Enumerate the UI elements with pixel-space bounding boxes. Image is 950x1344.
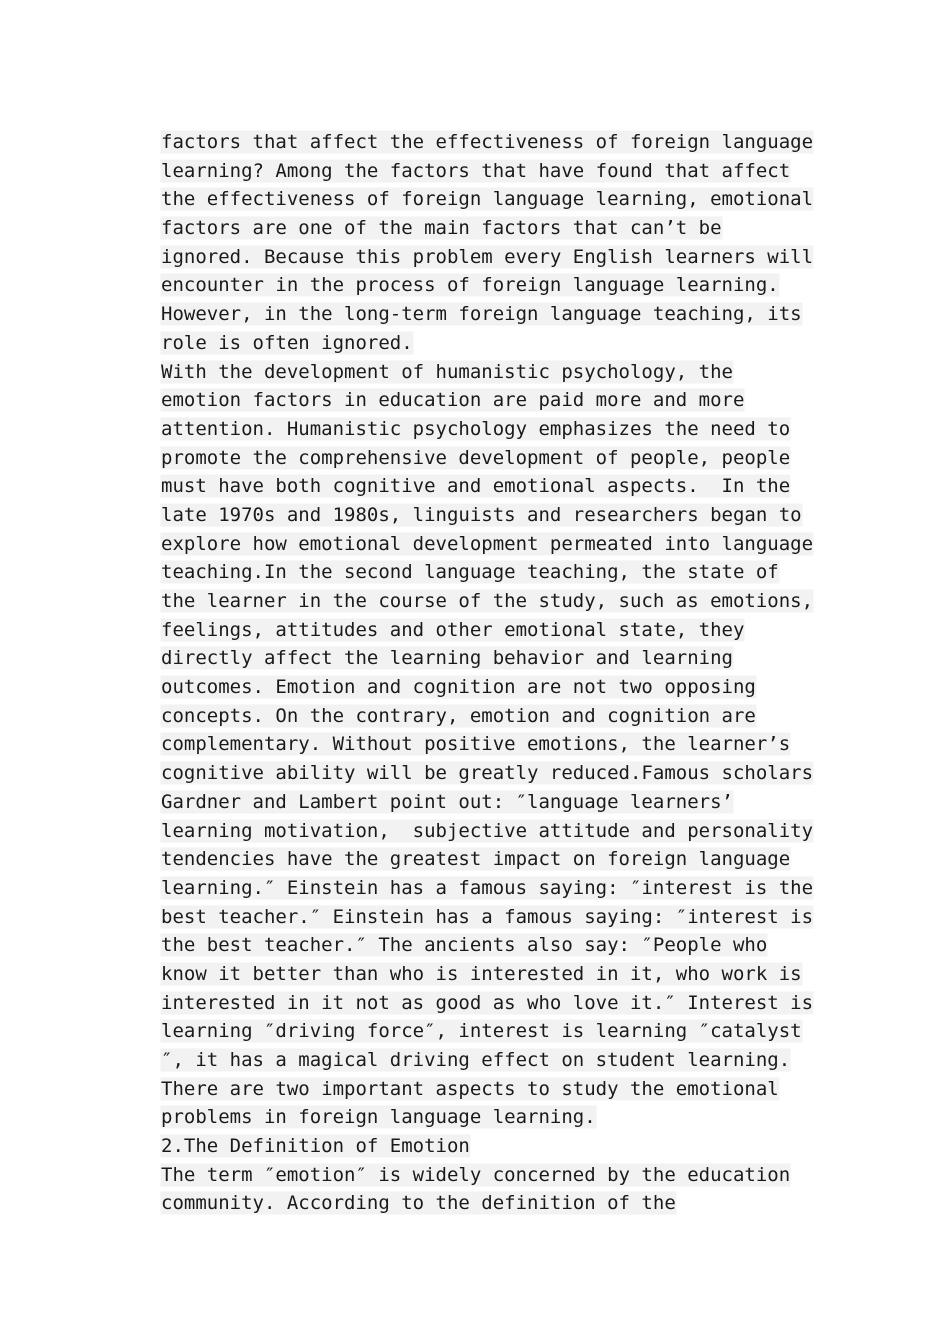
text-line: However, in the long-term foreign language teaching, its (161, 303, 802, 326)
text-line: learning? Among the factors that have found that affect (161, 159, 791, 182)
text-line: ″, it has a magical driving effect on student learning. (161, 1049, 791, 1071)
text-line: complementary. Without positive emotions, the learner’s (161, 733, 791, 756)
text-line: the effectiveness of foreign language learning, emotional (161, 188, 814, 211)
text-line: community. According to the definition of the (161, 1192, 676, 1215)
text-line: The term ″emotion″ is widely concerned by the education (161, 1163, 791, 1186)
text-line: problems in foreign language learning. (161, 1106, 596, 1129)
text-line: emotion factors in education are paid more and more (161, 389, 745, 412)
text-line: know it better than who is interested in it, who work is (161, 962, 802, 985)
text-line: must have both cognitive and emotional aspects. In the (161, 475, 791, 498)
text-line: learning motivation, subjective attitude and personality (161, 819, 814, 842)
text-line: With the development of humanistic psychology, the (161, 360, 733, 383)
text-line: factors that affect the effectiveness of foreign language (161, 131, 814, 153)
body-text (161, 128, 821, 1218)
text-line: best teacher.″ Einstein has a famous saying: ″interest is (161, 905, 814, 928)
text-line: ignored. Because this problem every English learners will (161, 245, 814, 268)
text-line: learning.″ Einstein has a famous saying: ″interest is the (161, 876, 814, 899)
text-line: factors are one of the main factors that can’t be (161, 217, 722, 240)
text-line: cognitive ability will be greatly reduced.Famous scholars (161, 762, 814, 785)
text-line: outcomes. Emotion and cognition are not two opposing (161, 676, 756, 699)
text-line: directly affect the learning behavior and learning (161, 647, 733, 670)
text-line: explore how emotional development permeated into language (161, 532, 814, 555)
text-line: learning ″driving force″, interest is learning ″catalyst (161, 1020, 802, 1043)
text-line: Gardner and Lambert point out: ″language learners’ (161, 790, 733, 813)
text-line: interested in it not as good as who love it.″ Interest is (161, 991, 814, 1014)
text-line: tendencies have the greatest impact on foreign language (161, 848, 791, 871)
text-line: promote the comprehensive development of people, people (161, 446, 791, 469)
text-line: There are two important aspects to study the emotional (161, 1077, 779, 1100)
section-heading: 2.The Definition of Emotion (161, 1135, 470, 1158)
text-line: the learner in the course of the study, such as emotions, (161, 590, 814, 612)
text-line: encounter in the process of foreign language learning. (161, 274, 779, 297)
text-line: concepts. On the contrary, emotion and cognition are (161, 704, 756, 727)
text-line: the best teacher.″ The ancients also say: ″People who (161, 934, 768, 957)
text-line: attention. Humanistic psychology emphasizes the need to (161, 417, 791, 440)
text-line: feelings, attitudes and other emotional state, they (161, 618, 745, 641)
text-line: role is often ignored. (161, 331, 413, 354)
text-line: teaching.In the second language teaching, the state of (161, 561, 779, 584)
text-line: late 1970s and 1980s, linguists and researchers began to (161, 503, 802, 526)
